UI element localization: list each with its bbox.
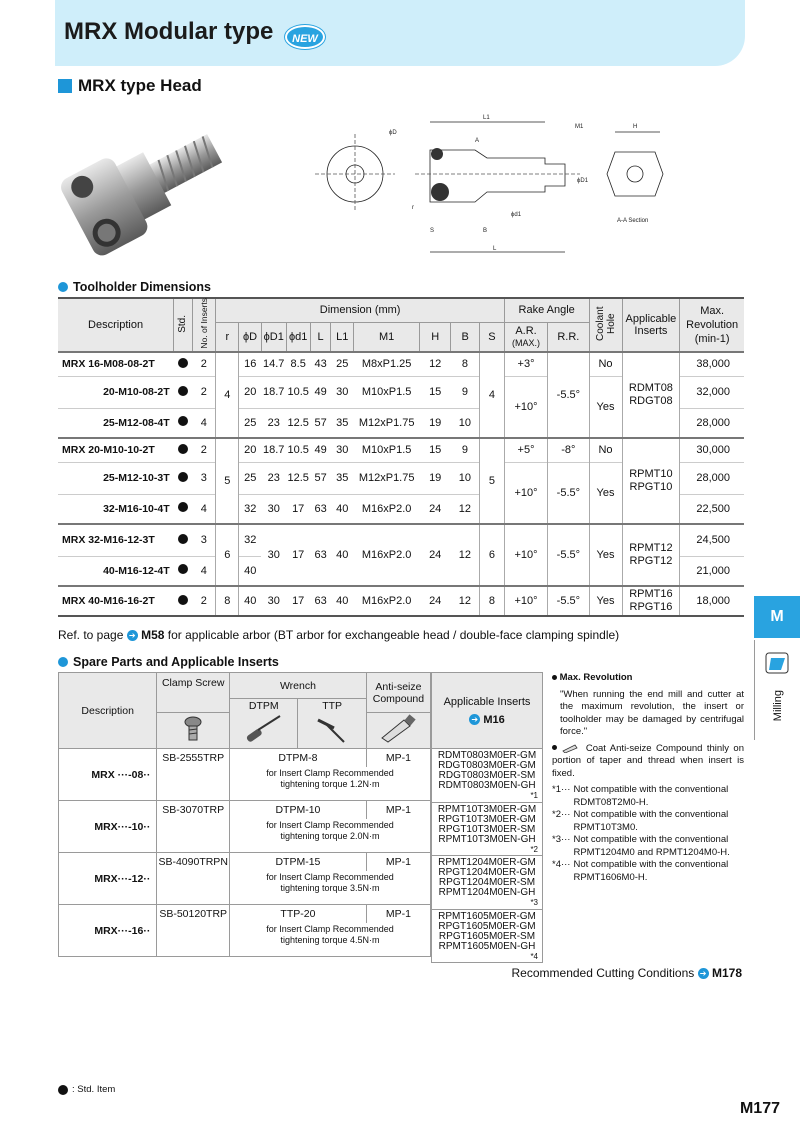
insert-code: RPMT1204M0ER-GM bbox=[438, 857, 536, 869]
col-spare-description: Description bbox=[59, 673, 157, 749]
footnote-item bbox=[552, 834, 744, 859]
cell-phi-D: 20 bbox=[239, 438, 262, 462]
cell-B: 12 bbox=[451, 494, 480, 524]
footnote-text: Not compatible with the conventional RPMT1204M0 and RPMT1204M0-H. bbox=[573, 834, 730, 858]
recommended-cutting-conditions bbox=[512, 966, 742, 980]
insert-code: RPGT1605M0ER-SM bbox=[438, 930, 536, 942]
insert-code: RPGT10T3M0ER-GM bbox=[438, 813, 536, 825]
cell-L: 49 bbox=[310, 438, 331, 462]
drawing-label-h: H bbox=[633, 124, 638, 130]
ar-label: A.R. bbox=[515, 324, 537, 337]
bullet-icon bbox=[552, 745, 557, 750]
cell-max-revolution: 38,000 bbox=[680, 352, 744, 376]
applicable-inserts-table bbox=[431, 672, 543, 963]
section-square-icon bbox=[58, 79, 72, 93]
cell-wrench: DTPM-8 bbox=[230, 749, 367, 767]
footnote-mark: *1 bbox=[530, 791, 538, 801]
torque-line-2: tightening torque 1.2N·m bbox=[280, 779, 380, 790]
row-description: 20-M10-08-2T bbox=[58, 376, 174, 408]
col-B: B bbox=[451, 322, 480, 352]
col-rr: R.R. bbox=[548, 322, 589, 352]
torque-line-1: for Insert Clamp Recommended bbox=[266, 768, 394, 779]
cell-phi-D1: 23 bbox=[261, 462, 286, 494]
cell-M1: M16xP2.0 bbox=[354, 586, 420, 616]
cell-phi-d1: 8.5 bbox=[286, 352, 310, 376]
std-item-icon bbox=[178, 502, 188, 512]
page-number: M177 bbox=[739, 1100, 780, 1117]
cell-H: 24 bbox=[420, 494, 451, 524]
row-description: MRX···-12·· bbox=[59, 853, 157, 905]
cell-coolant: No bbox=[589, 438, 622, 462]
col-H: H bbox=[420, 322, 451, 352]
col-applicable-inserts-spare bbox=[432, 673, 543, 749]
cell-H: 15 bbox=[420, 376, 451, 408]
dtpm-wrench-icon bbox=[244, 714, 284, 744]
cell-no-inserts: 2 bbox=[192, 376, 216, 408]
cell-L: 63 bbox=[310, 494, 331, 524]
row-description: 32-M16-10-4T bbox=[58, 494, 174, 524]
col-wrench: Wrench bbox=[230, 673, 367, 699]
footnote-mark: *4··· bbox=[552, 859, 571, 870]
cell-phi-D: 25 bbox=[239, 462, 262, 494]
std-item-icon bbox=[178, 534, 188, 544]
cell-wrench: DTPM-15 bbox=[230, 853, 367, 871]
insert-code: RPMT1605M0ER-GM bbox=[438, 910, 536, 922]
cell-insert-list bbox=[432, 909, 543, 963]
max-revolution-note-text: "When running the end mill and cutter at the maximum revolution, the insert or toolholder may be damaged by centrifugal force." bbox=[560, 688, 744, 737]
col-coolant-hole: Coolant Hole bbox=[594, 306, 617, 341]
col-phi-D: ϕD bbox=[239, 322, 262, 352]
std-item-icon bbox=[178, 386, 188, 396]
legend-text: : Std. Item bbox=[72, 1084, 116, 1095]
cell-M1: M10xP1.5 bbox=[354, 438, 420, 462]
insert-code: RPMT10T3M0ER-GM bbox=[437, 803, 537, 815]
cell-phi-D: 40 bbox=[239, 586, 262, 616]
cell-S: 8 bbox=[480, 586, 505, 616]
footnote-item bbox=[552, 784, 744, 809]
drawing-label-s: S bbox=[430, 228, 435, 234]
drawing-label-phi-d1: ϕd1 bbox=[511, 212, 522, 218]
cell-L1: 30 bbox=[331, 438, 354, 462]
footnote-mark: *3··· bbox=[552, 834, 571, 845]
col-max-revolution bbox=[680, 298, 744, 352]
std-item-icon bbox=[178, 444, 188, 454]
footnote-item bbox=[552, 809, 744, 834]
cell-ar: +10° bbox=[504, 586, 547, 616]
cell-phi-d1: 12.5 bbox=[286, 462, 310, 494]
insert-code: RDGT0803M0ER-SM bbox=[438, 770, 536, 782]
cell-clamp-screw: SB-4090TRPN bbox=[157, 853, 230, 871]
drawing-label-b: B bbox=[483, 228, 488, 234]
cell-phi-D1: 18.7 bbox=[261, 376, 286, 408]
ref-suffix: for applicable arbor (BT arbor for exchangeable head / double-face clamping spindle) bbox=[167, 628, 620, 642]
arrow-right-icon: ➔ bbox=[698, 968, 709, 979]
cell-coolant: Yes bbox=[589, 586, 622, 616]
arrow-right-icon: ➔ bbox=[469, 714, 480, 725]
insert-code: RPGT10T3M0ER-SM bbox=[438, 823, 536, 835]
cell-max-revolution: 24,500 bbox=[680, 524, 744, 556]
cell-coolant: Yes bbox=[589, 462, 622, 524]
max-revolution-note-title: Max. Revolution bbox=[559, 672, 633, 683]
footnote-text: Not compatible with the conventional RPMT10T3M0. bbox=[573, 809, 729, 833]
cell-L1: 35 bbox=[331, 408, 354, 438]
cell-B: 9 bbox=[451, 376, 480, 408]
table-row bbox=[58, 352, 744, 376]
row-description: MRX···-16·· bbox=[59, 905, 157, 957]
footnotes bbox=[552, 784, 744, 884]
col-r: r bbox=[216, 322, 239, 352]
ref-page-link[interactable]: M58 bbox=[141, 628, 165, 642]
arrow-right-icon: ➔ bbox=[127, 630, 138, 641]
std-item-icon bbox=[178, 564, 188, 574]
cell-phi-D: 20 bbox=[239, 376, 262, 408]
coat-note-text: Coat Anti-seize Compound thinly on portion of taper and thread when insert is fixed. bbox=[552, 742, 744, 779]
col-dtpm: DTPM bbox=[230, 699, 298, 713]
toolholder-dimensions-table bbox=[58, 297, 744, 617]
cell-clamp-screw: SB-50120TRP bbox=[157, 905, 230, 923]
spare-parts-heading bbox=[58, 655, 279, 669]
table-row bbox=[59, 853, 431, 871]
std-item-icon bbox=[178, 472, 188, 482]
cell-anti-seize: MP-1 bbox=[366, 853, 430, 871]
torque-line-2: tightening torque 4.5N·m bbox=[280, 935, 380, 946]
ar-max-label: (MAX.) bbox=[512, 337, 541, 348]
cell-L1: 40 bbox=[331, 524, 354, 586]
cell-L: 43 bbox=[310, 352, 331, 376]
cell-S: 4 bbox=[480, 352, 505, 438]
cell-anti-seize: MP-1 bbox=[366, 905, 430, 923]
cell-clamp-screw: SB-2555TRP bbox=[157, 749, 230, 767]
cell-clamp-screw: SB-3070TRP bbox=[157, 801, 230, 819]
cell-phi-d1: 17 bbox=[286, 524, 310, 586]
max-revolution-label: Max. Revolution bbox=[686, 305, 739, 331]
footnote-item bbox=[552, 859, 744, 884]
cell-phi-D: 25 bbox=[239, 408, 262, 438]
row-description: MRX ···-08·· bbox=[59, 749, 157, 801]
cell-phi-d1: 10.5 bbox=[286, 376, 310, 408]
bullet-icon bbox=[58, 282, 68, 292]
row-description: MRX 32-M16-12-3T bbox=[58, 524, 174, 556]
cell-max-revolution: 22,500 bbox=[680, 494, 744, 524]
table-row bbox=[432, 909, 543, 963]
cell-L: 63 bbox=[310, 586, 331, 616]
max-revolution-unit: (min-1) bbox=[694, 333, 730, 345]
col-phi-D1: ϕD1 bbox=[261, 322, 286, 352]
std-item-icon bbox=[178, 358, 188, 368]
cell-phi-D1: 30 bbox=[261, 586, 286, 616]
cell-ar: +3° bbox=[504, 352, 547, 376]
row-description: 25-M12-10-3T bbox=[58, 462, 174, 494]
footnote-mark: *1··· bbox=[552, 784, 571, 795]
cell-L1: 30 bbox=[331, 376, 354, 408]
side-tab-m[interactable]: M bbox=[754, 596, 800, 638]
cell-inserts: RPMT10 RPGT10 bbox=[622, 438, 680, 524]
cell-L: 63 bbox=[310, 524, 331, 586]
cell-rr: -5.5° bbox=[548, 352, 589, 438]
cell-insert-list bbox=[432, 749, 543, 803]
cell-S: 5 bbox=[480, 438, 505, 524]
cell-H: 24 bbox=[420, 586, 451, 616]
std-item-icon bbox=[178, 416, 188, 426]
ttp-wrench-icon bbox=[312, 714, 352, 744]
drawing-label-l: L bbox=[493, 246, 497, 252]
drawing-label-r: r bbox=[412, 205, 414, 211]
inserts-ref-link[interactable]: M16 bbox=[483, 713, 505, 726]
cell-B: 12 bbox=[451, 524, 480, 586]
cell-anti-seize: MP-1 bbox=[366, 801, 430, 819]
cell-H: 19 bbox=[420, 462, 451, 494]
cell-max-revolution: 30,000 bbox=[680, 438, 744, 462]
table-row bbox=[58, 586, 744, 616]
col-no-inserts: No. of Inserts bbox=[199, 298, 210, 349]
cell-no-inserts: 3 bbox=[192, 462, 216, 494]
toolholder-dimensions-title: Toolholder Dimensions bbox=[73, 280, 211, 294]
insert-code: RPMT1204M0EN-GH bbox=[438, 887, 536, 899]
cell-H: 24 bbox=[420, 524, 451, 586]
std-item-icon bbox=[58, 1085, 68, 1095]
cell-L1: 25 bbox=[331, 352, 354, 376]
cell-phi-d1: 17 bbox=[286, 494, 310, 524]
drawing-label-phi-d: ϕD bbox=[389, 130, 397, 136]
drawing-label-a: A bbox=[475, 138, 480, 144]
insert-code: RPGT1204M0ER-SM bbox=[438, 877, 536, 889]
cell-B: 10 bbox=[451, 408, 480, 438]
footnote-text: Not compatible with the conventional RPMT1606M0-H. bbox=[573, 859, 729, 883]
row-description: MRX···-10·· bbox=[59, 801, 157, 853]
cell-L1: 35 bbox=[331, 462, 354, 494]
col-rake-angle: Rake Angle bbox=[504, 298, 589, 322]
col-ar bbox=[504, 322, 547, 352]
cell-torque bbox=[230, 819, 431, 853]
row-description: 40-M16-12-4T bbox=[58, 556, 174, 586]
cell-M1: M12xP1.75 bbox=[354, 408, 420, 438]
cell-phi-d1: 10.5 bbox=[286, 438, 310, 462]
section-title-text: MRX type Head bbox=[78, 76, 202, 95]
cell-max-revolution: 21,000 bbox=[680, 556, 744, 586]
recommended-page-link[interactable]: M178 bbox=[711, 966, 742, 980]
cell-no-inserts: 4 bbox=[192, 556, 216, 586]
cell-max-revolution: 18,000 bbox=[680, 586, 744, 616]
notes-panel bbox=[552, 672, 744, 884]
cell-phi-D1: 30 bbox=[261, 494, 286, 524]
anti-seize-tube-icon bbox=[378, 714, 418, 744]
ref-prefix: Ref. to page bbox=[58, 628, 124, 642]
cell-ar: +10° bbox=[504, 462, 547, 524]
cell-phi-D1: 14.7 bbox=[261, 352, 286, 376]
table-row bbox=[432, 856, 543, 910]
cell-phi-D: 40 bbox=[239, 556, 262, 586]
cell-max-revolution: 32,000 bbox=[680, 376, 744, 408]
cell-no-inserts: 2 bbox=[192, 438, 216, 462]
cell-M1: M12xP1.75 bbox=[354, 462, 420, 494]
col-M1: M1 bbox=[354, 322, 420, 352]
table-row bbox=[59, 749, 431, 767]
tool-head-photo bbox=[60, 104, 245, 269]
row-description: 25-M12-08-4T bbox=[58, 408, 174, 438]
bullet-icon bbox=[552, 675, 557, 680]
cell-torque bbox=[230, 871, 431, 905]
col-std: Std. bbox=[177, 314, 189, 333]
cell-coolant: No bbox=[589, 352, 622, 376]
col-L1: L1 bbox=[331, 322, 354, 352]
technical-drawing bbox=[315, 112, 675, 262]
cell-anti-seize: MP-1 bbox=[366, 749, 430, 767]
cell-ar: +10° bbox=[504, 376, 547, 438]
std-item-icon bbox=[178, 595, 188, 605]
table-row bbox=[58, 438, 744, 462]
cell-r: 5 bbox=[216, 438, 239, 524]
cell-B: 10 bbox=[451, 462, 480, 494]
cell-wrench: DTPM-10 bbox=[230, 801, 367, 819]
insert-code: RPMT10T3M0EN-GH bbox=[438, 833, 536, 845]
drawing-label-l1: L1 bbox=[483, 115, 490, 121]
table-row bbox=[432, 749, 543, 803]
row-description: MRX 20-M10-10-2T bbox=[58, 438, 174, 462]
footnote-mark: *3 bbox=[530, 898, 538, 908]
legend bbox=[58, 1084, 115, 1095]
side-tab-label: Milling bbox=[772, 690, 784, 722]
torque-line-1: for Insert Clamp Recommended bbox=[266, 820, 394, 831]
cell-phi-D1: 18.7 bbox=[261, 438, 286, 462]
insert-code: RDGT0803M0ER-GM bbox=[438, 760, 536, 772]
footnote-text: Not compatible with the conventional RDMT08T2M0-H. bbox=[573, 784, 729, 808]
cell-L: 49 bbox=[310, 376, 331, 408]
cell-B: 8 bbox=[451, 352, 480, 376]
torque-line-1: for Insert Clamp Recommended bbox=[266, 872, 394, 883]
cell-rr: -5.5° bbox=[548, 586, 589, 616]
col-description: Description bbox=[58, 298, 174, 352]
cell-insert-list bbox=[432, 802, 543, 856]
col-ttp: TTP bbox=[298, 699, 366, 713]
col-anti-seize: Anti-seize Compound bbox=[366, 673, 430, 713]
table-row bbox=[432, 802, 543, 856]
cell-phi-D1: 30 bbox=[261, 524, 286, 586]
milling-icon bbox=[763, 648, 793, 678]
insert-code: RPGT1605M0ER-GM bbox=[438, 920, 536, 932]
cell-B: 9 bbox=[451, 438, 480, 462]
col-phi-d1: ϕd1 bbox=[286, 322, 310, 352]
cell-H: 12 bbox=[420, 352, 451, 376]
cell-r: 6 bbox=[216, 524, 239, 586]
spare-parts-title: Spare Parts and Applicable Inserts bbox=[73, 655, 279, 669]
drawing-label-a-section: A-A Section bbox=[617, 218, 649, 224]
cell-max-revolution: 28,000 bbox=[680, 408, 744, 438]
bullet-icon bbox=[58, 657, 68, 667]
cell-L1: 40 bbox=[331, 586, 354, 616]
cell-no-inserts: 2 bbox=[192, 352, 216, 376]
col-dimension: Dimension (mm) bbox=[216, 298, 504, 322]
cell-no-inserts: 4 bbox=[192, 494, 216, 524]
cell-phi-D1: 23 bbox=[261, 408, 286, 438]
col-applicable-inserts: Applicable Inserts bbox=[622, 298, 680, 352]
cell-r: 8 bbox=[216, 586, 239, 616]
spare-parts-table bbox=[58, 672, 431, 957]
insert-code: RPGT1204M0ER-GM bbox=[438, 867, 536, 879]
cell-phi-d1: 17 bbox=[286, 586, 310, 616]
footnote-mark: *4 bbox=[530, 951, 538, 961]
cell-M1: M16xP2.0 bbox=[354, 524, 420, 586]
cell-no-inserts: 4 bbox=[192, 408, 216, 438]
cell-B: 12 bbox=[451, 586, 480, 616]
table-row bbox=[58, 524, 744, 556]
toolholder-dimensions-heading bbox=[58, 280, 211, 294]
cell-L: 57 bbox=[310, 462, 331, 494]
table-row bbox=[59, 801, 431, 819]
drawing-label-phi-d1-cap: ϕD1 bbox=[577, 178, 589, 184]
page-title: MRX Modular type bbox=[64, 18, 274, 45]
cell-ar: +10° bbox=[504, 524, 547, 586]
cell-r: 4 bbox=[216, 352, 239, 438]
footnote-mark: *2 bbox=[530, 844, 538, 854]
cell-rr: -5.5° bbox=[548, 524, 589, 586]
torque-line-2: tightening torque 3.5N·m bbox=[280, 883, 380, 894]
cell-phi-d1: 12.5 bbox=[286, 408, 310, 438]
cell-M1: M16xP2.0 bbox=[354, 494, 420, 524]
cell-wrench: TTP-20 bbox=[230, 905, 367, 923]
cell-M1: M8xP1.25 bbox=[354, 352, 420, 376]
cell-L1: 40 bbox=[331, 494, 354, 524]
insert-code: RPMT1605M0EN-GH bbox=[438, 940, 536, 952]
col-S: S bbox=[480, 322, 505, 352]
torque-line-2: tightening torque 2.0N·m bbox=[280, 831, 380, 842]
cell-rr: -5.5° bbox=[548, 462, 589, 524]
col-L: L bbox=[310, 322, 331, 352]
anti-seize-tube-icon bbox=[561, 743, 581, 753]
cell-L: 57 bbox=[310, 408, 331, 438]
applicable-inserts-label: Applicable Inserts bbox=[443, 695, 531, 708]
cell-insert-list bbox=[432, 856, 543, 910]
cell-inserts: RPMT12 RPGT12 bbox=[622, 524, 680, 586]
cell-no-inserts: 2 bbox=[192, 586, 216, 616]
cell-coolant: Yes bbox=[589, 376, 622, 438]
footnote-mark: *2··· bbox=[552, 809, 571, 820]
cell-M1: M10xP1.5 bbox=[354, 376, 420, 408]
table-row bbox=[59, 905, 431, 923]
section-title bbox=[58, 76, 202, 96]
new-badge: NEW bbox=[285, 25, 325, 49]
cell-inserts: RPMT16 RPGT16 bbox=[622, 586, 680, 616]
cell-H: 15 bbox=[420, 438, 451, 462]
cell-coolant: Yes bbox=[589, 524, 622, 586]
cell-rr: -8° bbox=[548, 438, 589, 462]
row-description: MRX 40-M16-16-2T bbox=[58, 586, 174, 616]
cell-S: 6 bbox=[480, 524, 505, 586]
row-description: MRX 16-M08-08-2T bbox=[58, 352, 174, 376]
cell-inserts: RDMT08 RDGT08 bbox=[622, 352, 680, 438]
insert-code: RDMT0803M0EN-GH bbox=[438, 780, 536, 792]
recommended-text: Recommended Cutting Conditions bbox=[511, 966, 695, 980]
cell-phi-D: 16 bbox=[239, 352, 262, 376]
torque-line-1: for Insert Clamp Recommended bbox=[266, 924, 394, 935]
cell-torque bbox=[230, 923, 431, 957]
arbor-reference bbox=[58, 628, 619, 642]
cell-phi-D: 32 bbox=[239, 524, 262, 556]
cell-ar: +5° bbox=[504, 438, 547, 462]
drawing-label-m1: M1 bbox=[575, 124, 584, 130]
insert-code: RDMT0803M0ER-GM bbox=[437, 750, 537, 762]
cell-no-inserts: 3 bbox=[192, 524, 216, 556]
clamp-screw-icon bbox=[183, 716, 203, 742]
col-clamp-screw: Clamp Screw bbox=[157, 673, 230, 713]
cell-H: 19 bbox=[420, 408, 451, 438]
cell-torque bbox=[230, 767, 431, 801]
cell-max-revolution: 28,000 bbox=[680, 462, 744, 494]
cell-phi-D: 32 bbox=[239, 494, 262, 524]
